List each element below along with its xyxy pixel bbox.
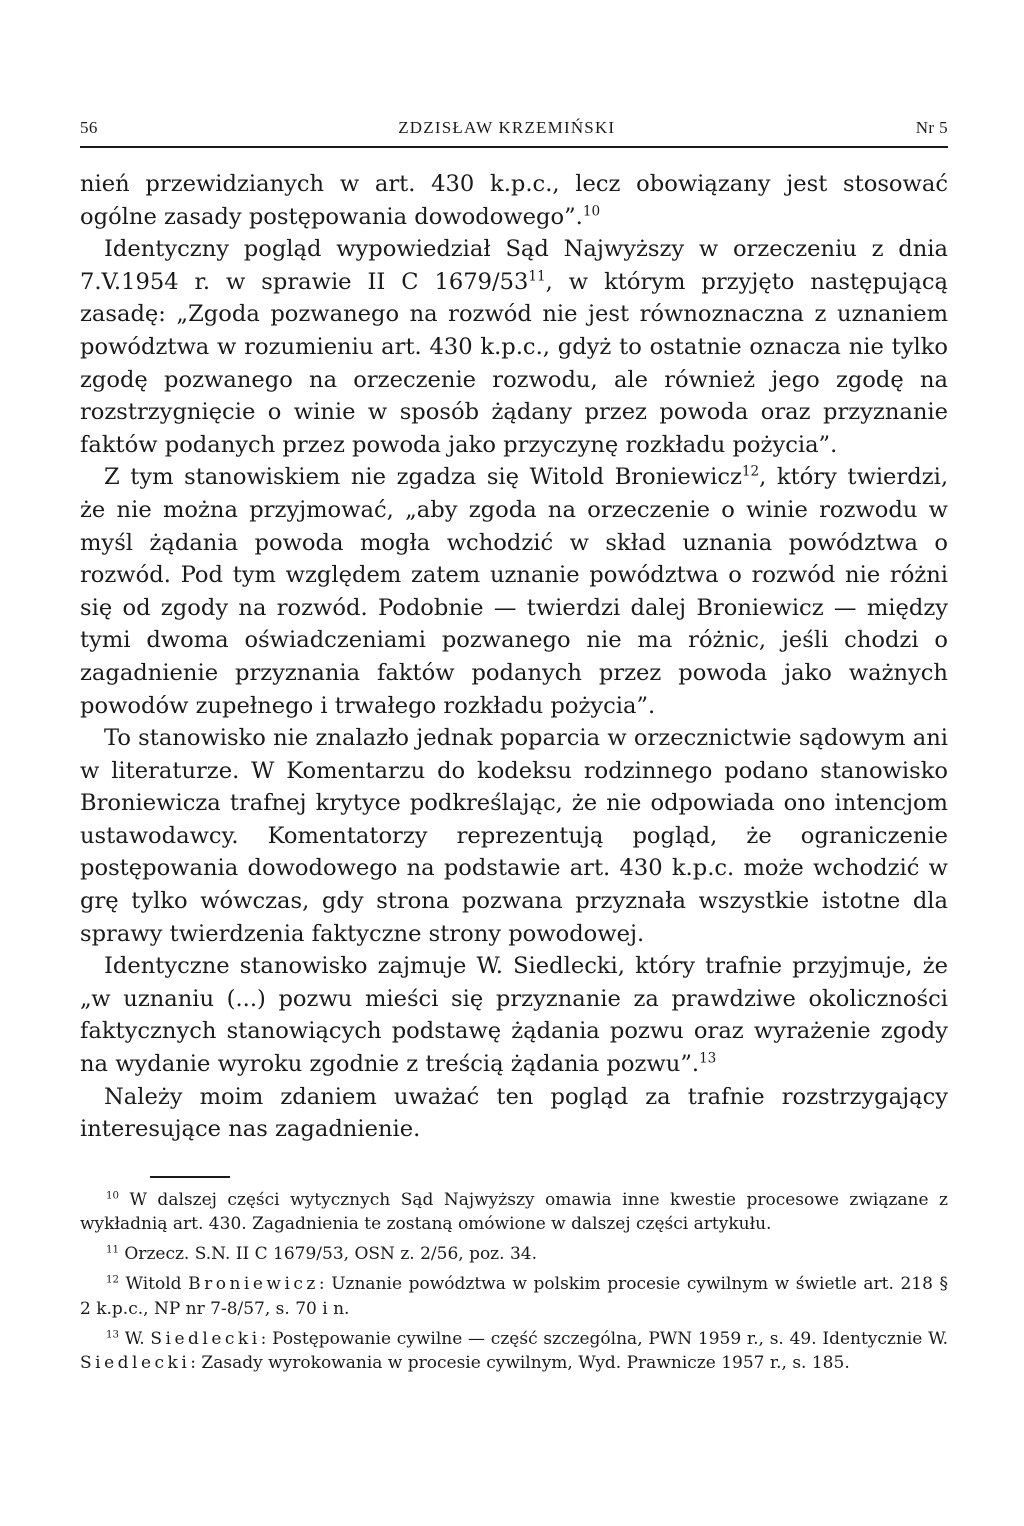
- paragraph-2-text-a: Identyczny pogląd wypowiedział Sąd Najwyższy w orzeczeniu z dnia 7.V.1954 r. w sprawie II C 1679/53: [80, 236, 948, 295]
- paragraph-1: [80, 168, 948, 233]
- footnote-text: W.: [124, 1328, 151, 1349]
- footnote-number: 13: [106, 1329, 119, 1341]
- footnote-10: [80, 1188, 948, 1236]
- paragraph-4-text: To stanowisko nie znalazło jednak poparcia w orzecznictwie sądowym ani w literaturze. W Komentarzu do kodeksu rodzinnego podano stanowisko Broniewicza trafnej krytyce podkreślając, że nie odpowiada ono intencjom ustawodawcy. Komentatorzy reprezentują pogląd, że ograniczenie postępowania dowodowego na podstawie art. 430 k.p.c. może wchodzić w grę tylko wówczas, gdy strona pozwana przyznała wszystkie istotne dla sprawy twierdzenia faktyczne strony powodowej.: [80, 725, 948, 947]
- footnotes: [80, 1188, 948, 1375]
- issue-number: Nr 5: [915, 118, 948, 137]
- paragraph-3-text-a: Z tym stanowiskiem nie zgadza się Witold Broniewicz: [104, 464, 742, 491]
- footnote-ref-10: 10: [582, 203, 601, 220]
- paragraph-1-text: nień przewidzianych w art. 430 k.p.c., lecz obowiązany jest stosować ogólne zasady postępowania dowodowego”.: [80, 171, 948, 230]
- paragraph-4: [80, 722, 948, 950]
- paragraph-5-text: Identyczne stanowisko zajmuje W. Siedlecki, który trafnie przyjmuje, że „w uznaniu (...) pozwu mieści się przyznanie za prawdziwe okoliczności faktycznych stanowiących podstawę żądania pozwu oraz wyrażenie zgody na wydanie wyroku zgodnie z treścią żądania pozwu”.: [80, 953, 948, 1078]
- footnote-separator: [150, 1176, 230, 1178]
- footnote-number: 10: [106, 1190, 119, 1202]
- footnote-13: [80, 1327, 948, 1375]
- footnote-number: 11: [106, 1244, 119, 1256]
- paragraph-2-text-b: , w którym przyjęto następującą zasadę: „Zgoda pozwanego na rozwód nie jest równoznaczna z uznaniem powództwa w rozumieniu art. 430 k.p.c., gdyż to ostatnie oznacza nie tylko zgodę pozwanego na orzeczenie rozwodu, ale również jego zgodę na rozstrzygnięcie o winie w sposób żądany przez powoda oraz przyznanie faktów podanych przez powoda jako przyczynę rozkładu pożycia”.: [80, 268, 948, 458]
- footnote-text: : Zasady wyrokowania w procesie cywilnym, Wyd. Prawnicze 1957 r., s. 185.: [190, 1353, 850, 1374]
- page-number: 56: [80, 118, 98, 137]
- footnote-12: [80, 1272, 948, 1320]
- footnote-text: Orzecz. S.N. II C 1679/53, OSN z. 2/56, poz. 34.: [124, 1244, 537, 1265]
- footnote-number: 12: [106, 1274, 119, 1286]
- footnote-text: W dalszej części wytycznych Sąd Najwyższy omawia inne kwestie procesowe związane z wykładnią art. 430. Zagadnienia te zostaną omówione w dalszej części artykułu.: [80, 1189, 948, 1235]
- footnote-ref-11: 11: [528, 268, 546, 285]
- running-header: [80, 118, 948, 148]
- footnote-author: Siedlecki: [150, 1328, 261, 1349]
- footnote-author: Siedlecki: [80, 1353, 191, 1374]
- footnote-ref-12: 12: [741, 463, 760, 480]
- paragraph-6-text: Należy moim zdaniem uważać ten pogląd za trafnie rozstrzygający interesujące nas zagadnienie.: [80, 1083, 948, 1143]
- footnote-11: [80, 1242, 948, 1266]
- paragraph-5: [80, 950, 948, 1080]
- footnote-text: : Postępowanie cywilne — część szczególna, PWN 1959 r., s. 49. Identycznie W.: [260, 1328, 948, 1349]
- running-title: ZDZISŁAW KRZEMIŃSKI: [398, 118, 616, 137]
- footnote-text: Witold: [125, 1274, 189, 1295]
- paragraph-2: [80, 233, 948, 461]
- paragraph-3: [80, 461, 948, 722]
- footnote-ref-13: 13: [699, 1050, 717, 1067]
- document-page: [80, 118, 948, 1381]
- paragraph-3-text-b: , który twierdzi, że nie można przyjmować, „aby zgoda na orzeczenie o winie rozwodu w myśl żądania powoda mogła wchodzić w skład uznania powództwa o rozwód. Pod tym względem zatem uznanie powództwa o rozwód nie różni się od zgody na rozwód. Podobnie — twierdzi dalej Broniewicz — między tymi dwoma oświadczeniami pozwanego nie ma różnic, jeśli chodzi o zagadnienie przyznania faktów podanych przez powoda jako ważnych powodów zupełnego i trwałego rozkładu pożycia”.: [80, 464, 949, 719]
- paragraph-6: [80, 1081, 948, 1146]
- main-text: [80, 168, 948, 1146]
- footnote-text: : Uznanie powództwa w polskim procesie cywilnym w świetle art. 218 § 2 k.p.c., NP nr 7-8/57, s. 70 i n.: [80, 1274, 949, 1319]
- footnote-author: Broniewicz: [188, 1274, 319, 1295]
